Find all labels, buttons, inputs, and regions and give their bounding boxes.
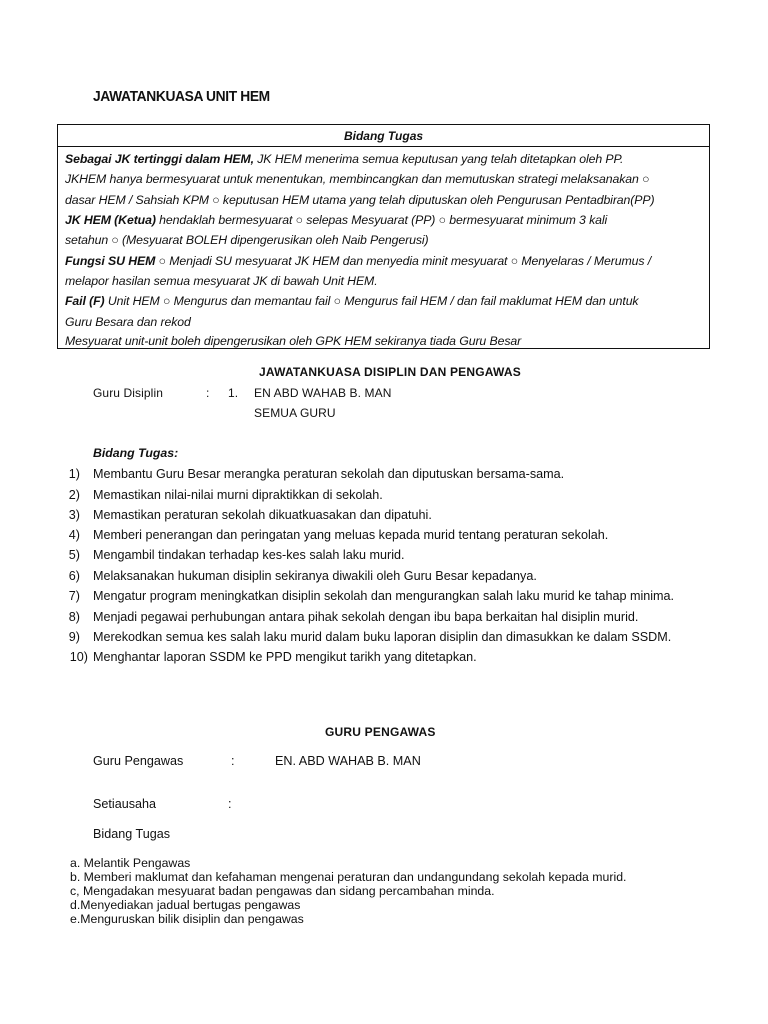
list-item: b. Memberi maklumat dan kefahaman mengenai peraturan dan undangundang sekolah kepada murid. — [70, 870, 627, 884]
guru-disiplin-number: 1. — [228, 386, 239, 400]
list-item: Menjadi pegawai perhubungan antara pihak sekolah dengan ibu bapa berkaitan hal disiplin murid. — [93, 610, 639, 624]
box-line: Guru Besara dan rekod — [65, 315, 191, 329]
box-line: Sebagai JK tertinggi dalam HEM, JK HEM menerima semua keputusan yang telah ditetapkan oleh PP. — [65, 152, 624, 166]
list-number: 1) — [68, 467, 80, 481]
pengawas-heading: GURU PENGAWAS — [325, 725, 436, 739]
box-line: JK HEM (Ketua) hendaklah bermesyuarat ○ selepas Mesyuarat (PP) ○ bermesyuarat minimum 3 kali — [65, 213, 608, 227]
list-item: Memberi penerangan dan peringatan yang meluas kepada murid tentang peraturan sekolah. — [93, 528, 609, 542]
list-item: Merekodkan semua kes salah laku murid dalam buku laporan disiplin dan dimasukkan ke dalam SSDM. — [93, 630, 672, 644]
list-item: Memastikan nilai-nilai murni dipraktikkan di sekolah. — [93, 488, 383, 502]
box-line: setahun ○ (Mesyuarat BOLEH dipengerusikan oleh Naib Pengerusi) — [65, 233, 429, 247]
box-line: Fail (F) Unit HEM ○ Mengurus dan memantau fail ○ Mengurus fail HEM / dan fail maklumat HEM dan untuk — [65, 294, 639, 308]
box-line: Mesyuarat unit-unit boleh dipengerusikan oleh GPK HEM sekiranya tiada Guru Besar — [65, 334, 522, 348]
box-line: melapor hasilan semua mesyuarat JK di bawah Unit HEM. — [65, 274, 378, 288]
list-number: 5) — [68, 548, 80, 562]
box-line: JKHEM hanya bermesyuarat untuk menentukan, membincangkan dan memutuskan strategi melaksanakan ○ — [65, 172, 650, 186]
list-number: 6) — [68, 569, 80, 583]
list-item: a. Melantik Pengawas — [70, 856, 191, 870]
guru-pengawas-colon: : — [231, 754, 235, 768]
list-item: e.Menguruskan bilik disiplin dan pengawas — [70, 912, 304, 926]
page-title: JAWATANKUASA UNIT HEM — [93, 88, 270, 105]
duties-box — [57, 124, 710, 349]
list-item: Memastikan peraturan sekolah dikuatkuasakan dan dipatuhi. — [93, 508, 432, 522]
box-heading: Bidang Tugas — [58, 125, 709, 147]
guru-pengawas-name: EN. ABD WAHAB B. MAN — [275, 754, 421, 768]
guru-disiplin-name: EN ABD WAHAB B. MAN — [254, 386, 392, 400]
pengawas-bidang-tugas-label: Bidang Tugas — [93, 827, 171, 841]
list-item: Mengatur program meningkatkan disiplin sekolah dan mengurangkan salah laku murid ke tahap minima. — [93, 589, 675, 603]
list-number: 2) — [68, 488, 80, 502]
setiausaha-label: Setiausaha — [93, 797, 157, 811]
box-line: Fungsi SU HEM ○ Menjadi SU mesyuarat JK HEM dan menyedia minit mesyuarat ○ Menyelaras / Merumus / — [65, 254, 652, 268]
guru-disiplin-name-2: SEMUA GURU — [254, 406, 336, 420]
guru-pengawas-label: Guru Pengawas — [93, 754, 184, 768]
guru-disiplin-colon: : — [206, 386, 210, 400]
list-item: d.Menyediakan jadual bertugas pengawas — [70, 898, 301, 912]
list-number: 3) — [68, 508, 80, 522]
list-number: 7) — [68, 589, 80, 603]
list-number: 8) — [68, 610, 80, 624]
list-number: 10) — [69, 650, 88, 664]
setiausaha-colon: : — [228, 797, 232, 811]
list-number: 4) — [68, 528, 80, 542]
list-item: Menghantar laporan SSDM ke PPD mengikut tarikh yang ditetapkan. — [93, 650, 477, 664]
guru-disiplin-label: Guru Disiplin — [93, 386, 163, 400]
bidang-tugas-heading: Bidang Tugas: — [93, 446, 179, 460]
list-item: Membantu Guru Besar merangka peraturan sekolah dan diputuskan bersama-sama. — [93, 467, 565, 481]
box-line: dasar HEM / Sahsiah KPM ○ keputusan HEM utama yang telah diputuskan oleh Pengurusan Pentadbiran(PP) — [65, 193, 655, 207]
list-item: Melaksanakan hukuman disiplin sekiranya diwakili oleh Guru Besar kepadanya. — [93, 569, 537, 583]
list-item: c, Mengadakan mesyuarat badan pengawas dan sidang percambahan minda. — [70, 884, 495, 898]
disiplin-heading: JAWATANKUASA DISIPLIN DAN PENGAWAS — [259, 365, 521, 379]
list-item: Mengambil tindakan terhadap kes-kes salah laku murid. — [93, 548, 405, 562]
list-number: 9) — [68, 630, 80, 644]
